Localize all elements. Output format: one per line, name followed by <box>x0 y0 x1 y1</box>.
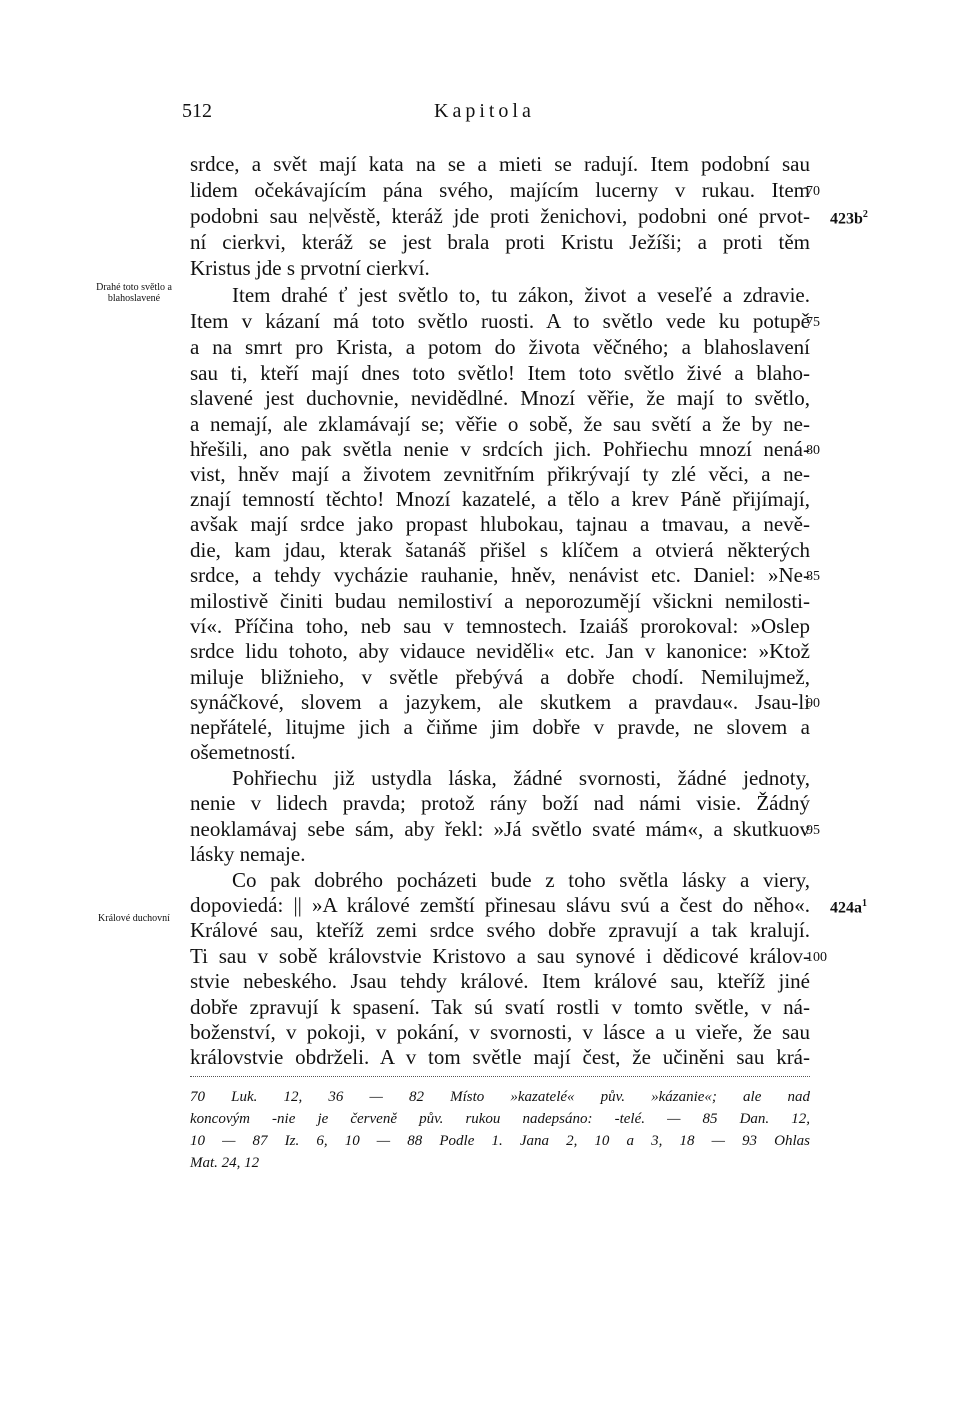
text-line: sau ti, kteří mají dnes toto světlo! Item toto světlo živé a blaho- <box>190 361 810 385</box>
text-line: neoklamávaj sebe sám, aby řekl: »Já světlo svaté mám«, a skutkuov <box>190 817 810 841</box>
text-line: a na smrt pro Krista, a potom do života věčného; a blahoslavení <box>190 335 810 359</box>
line-number: 80 <box>806 443 820 458</box>
text-line: Ti sau v sobě královstvie Kristovo a sau synové i dědicové králov- <box>190 944 810 968</box>
text-line: lásky nemaje. <box>190 842 306 866</box>
text-line: nenie v lidech pravda; protož rány boží nad námi visie. Žádný <box>190 791 810 815</box>
footnote-line: Mat. 24, 12 <box>190 1155 260 1171</box>
text-line: die, kam jdau, kterak šatanáš přišel s klíčem a otvierá některých <box>190 538 810 562</box>
text-line: Králové sau, kteříž zemi srdce svého dobře zpravují a tak kralují. <box>190 918 810 942</box>
text-line: stvie nebeského. Jsau tehdy králové. Item králové sau, kteříž jiné <box>190 969 810 993</box>
footnote-line: 10 — 87 Iz. 6, 10 — 88 Podle 1. Jana 2, 10 a 3, 18 — 93 Ohlas <box>190 1133 810 1149</box>
line-number: 85 <box>806 569 820 584</box>
margin-note: Králové duchovní <box>98 913 170 924</box>
text-line: dobře zpravují k spasení. Tak sú svatí rostli v tomto světle, v ná- <box>190 995 810 1019</box>
text-line: Co pak dobrého pocházeti bude z toho světla lásky a viery, <box>232 868 810 892</box>
footnote-line: koncovým -nie je červeně pův. rukou nadepsáno: -telé. — 85 Dan. 12, <box>190 1111 810 1127</box>
text-line: dopoviedá: || »A králové zemští přinesau slávu svú a čest do něho«. <box>190 893 810 917</box>
line-number: 75 <box>806 315 820 330</box>
text-line: znají temností těchto! Mnozí kazatelé, a tělo a krev Páně přijímají, <box>190 487 810 511</box>
line-number: 95 <box>806 823 820 838</box>
margin-note: Drahé toto světlo a blahoslavené <box>96 282 172 304</box>
text-line: ní cierkvi, kteráž se jest brala proti Kristu Ježíši; a proti těm <box>190 230 810 254</box>
text-line: milostivě činiti budau nemilostiví a neporozumějí všickni nemilosti- <box>190 589 810 613</box>
page-header-number: 512 <box>182 100 212 122</box>
text-line: Pohřiechu již ustydla láska, žádné svornosti, žádné jednoty, <box>232 766 810 790</box>
line-number: 100 <box>806 950 827 965</box>
text-line: a nemají, ale zklamávají se; věřie o sobě, že sau světí a že by ne- <box>190 412 810 436</box>
text-line: srdce, a tehdy vycházie rauhanie, hněv, nenávist etc. Daniel: »Ne- <box>190 563 810 587</box>
line-number: 70 <box>806 184 820 199</box>
text-line: vist, hněv mají a životem zevnitřním přikrývají ty zlé věci, a ne- <box>190 462 810 486</box>
text-line: ošemetností. <box>190 740 296 764</box>
footnote-rule <box>190 1076 810 1077</box>
folio-mark: $423b^2$ <box>830 209 868 228</box>
folio-mark: $424a^1$ <box>830 898 867 917</box>
text-line: Kristus jde s prvotní cierkví. <box>190 256 430 280</box>
text-line: Item v kázaní má toto světlo ruosti. A to světlo vede ku potupě <box>190 309 810 333</box>
text-line: synáčkové, slovem a jazykem, ale skutkem a pravdau«. Jsau-li <box>190 690 810 714</box>
line-number: 90 <box>806 696 820 711</box>
text-line: boženství, v pokoji, v pokání, v svornosti, v lásce a u vieře, že sau <box>190 1020 810 1044</box>
text-line: srdce, a svět mají kata na se a mieti se radují. Item podobní sau <box>190 152 810 176</box>
text-line: Item drahé ť jest světlo to, tu zákon, život a veseľé a zdravie. <box>232 283 810 307</box>
text-line: lidem očekávajícím pána svého, majícím lucerny v rukau. Item <box>190 178 810 202</box>
text-line: podobni sau ne|věstě, kteráž jde proti ženichovi, podobni oné prvot- <box>190 204 810 228</box>
page-header-title: Kapitola <box>434 100 535 122</box>
text-line: avšak mají srdce jako propast hlubokau, tajnau a tmavau, a nevě- <box>190 512 810 536</box>
footnote-line: 70 Luk. 12, 36 — 82 Místo »kazatelé« pův. »kázanie«; ale nad <box>190 1089 810 1105</box>
text-line: slavené jest duchovnie, nevidědlné. Mnozí věřie, že mají to světlo, <box>190 386 810 410</box>
text-line: královstvie obdrželi. A v tom světle mají čest, že učiněni sau krá- <box>190 1045 810 1069</box>
text-line: srdce lidu tohoto, aby vidauce neviděli« etc. Jan v kanonice: »Ktož <box>190 639 810 663</box>
text-line: hřešili, ano pak světla nenie v srdcích jich. Pohřiechu mnozí nená- <box>190 437 810 461</box>
text-line: miluje bližnieho, v světle přebývá a dobře chodí. Nemilujmež, <box>190 665 810 689</box>
text-line: nepřátelé, litujme jich a čiňme jim dobře v pravde, ne slovem a <box>190 715 810 739</box>
text-line: ví«. Příčina toho, neb sau v temnostech. Izaiáš prorokoval: »Oslep <box>190 614 810 638</box>
